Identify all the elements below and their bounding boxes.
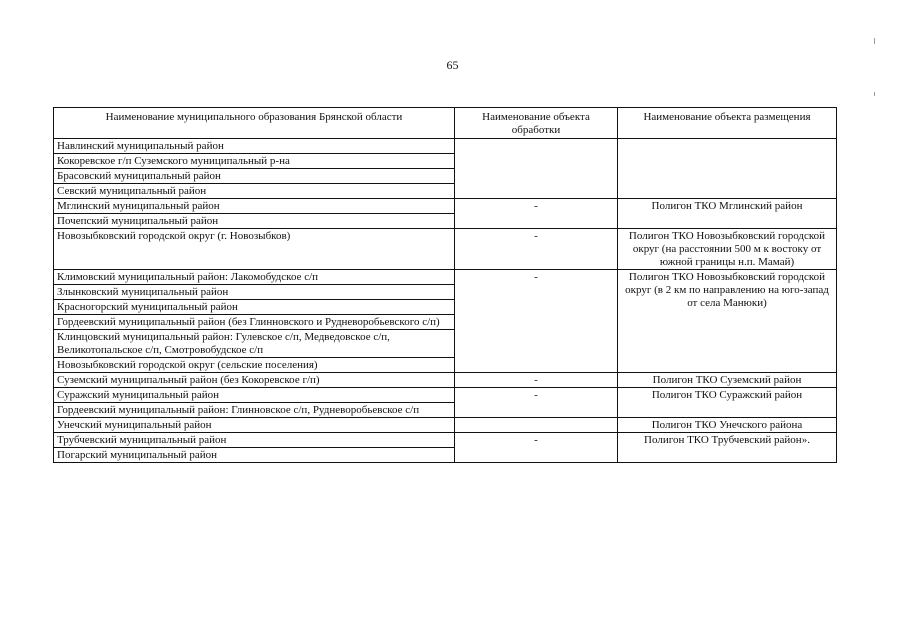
placement-object-cell — [618, 139, 837, 199]
municipality-cell: Климовский муниципальный район: Лакомобудское с/п — [54, 270, 455, 285]
municipality-cell: Погарский муниципальный район — [54, 448, 455, 463]
placement-object-cell: Полигон ТКО Трубчевский район». — [618, 433, 837, 463]
table-row — [54, 373, 837, 388]
municipality-cell: Унечский муниципальный район — [54, 418, 455, 433]
municipality-cell: Гордеевский муниципальный район (без Глинновского и Рудневоробьевского с/п) — [54, 315, 455, 330]
processing-object-cell: - — [455, 199, 618, 229]
placement-object-cell: Полигон ТКО Новозыбковский городской округ (в 2 км по направлению на юго-запад от села Манюки) — [618, 270, 837, 373]
table-row — [54, 418, 837, 433]
municipality-cell: Навлинский муниципальный район — [54, 139, 455, 154]
page-edge-mark-top — [874, 38, 875, 44]
table-row — [54, 229, 837, 270]
header-placement-object: Наименование объекта размещения — [618, 108, 837, 139]
table-header-row — [54, 108, 837, 139]
page-edge-mark — [874, 92, 875, 96]
municipality-cell: Трубчевский муниципальный район — [54, 433, 455, 448]
processing-object-cell: - — [455, 373, 618, 388]
processing-object-cell — [455, 139, 618, 199]
table-row — [54, 139, 837, 154]
header-municipality: Наименование муниципального образования Брянской области — [54, 108, 455, 139]
table-row — [54, 270, 837, 285]
municipality-cell: Новозыбковский городской округ (г. Новозыбков) — [54, 229, 455, 270]
municipality-cell: Красногорский муниципальный район — [54, 300, 455, 315]
placement-object-cell: Полигон ТКО Мглинский район — [618, 199, 837, 229]
placement-object-cell: Полигон ТКО Унечского района — [618, 418, 837, 433]
municipality-cell: Мглинский муниципальный район — [54, 199, 455, 214]
waste-objects-table — [53, 107, 837, 463]
table-body — [54, 139, 837, 463]
municipality-cell: Гордеевский муниципальный район: Глинновское с/п, Рудневоробьевское с/п — [54, 403, 455, 418]
placement-object-cell: Полигон ТКО Новозыбковский городской округ (на расстоянии 500 м к востоку от южной границы н.п. Мамай) — [618, 229, 837, 270]
municipality-cell: Суражский муниципальный район — [54, 388, 455, 403]
municipality-cell: Брасовский муниципальный район — [54, 169, 455, 184]
processing-object-cell: - — [455, 270, 618, 373]
page-number: 65 — [446, 58, 459, 72]
processing-object-cell: - — [455, 229, 618, 270]
placement-object-cell: Полигон ТКО Суражский район — [618, 388, 837, 418]
processing-object-cell — [455, 418, 618, 433]
table-row — [54, 433, 837, 448]
processing-object-cell: - — [455, 388, 618, 418]
municipality-cell: Новозыбковский городской округ (сельские поселения) — [54, 358, 455, 373]
header-processing-object: Наименование объекта обработки — [455, 108, 618, 139]
municipality-cell: Кокоревское г/п Суземского муниципальный р-на — [54, 154, 455, 169]
municipality-cell: Клинцовский муниципальный район: Гулевское с/п, Медведовское с/п, Великотопальское с/п, Смотровобудское с/п — [54, 330, 455, 358]
municipality-cell: Злынковский муниципальный район — [54, 285, 455, 300]
table-row — [54, 199, 837, 214]
processing-object-cell: - — [455, 433, 618, 463]
placement-object-cell: Полигон ТКО Суземский район — [618, 373, 837, 388]
table-row — [54, 388, 837, 403]
municipality-cell: Почепский муниципальный район — [54, 214, 455, 229]
municipality-cell: Суземский муниципальный район (без Кокоревское г/п) — [54, 373, 455, 388]
municipality-cell: Севский муниципальный район — [54, 184, 455, 199]
